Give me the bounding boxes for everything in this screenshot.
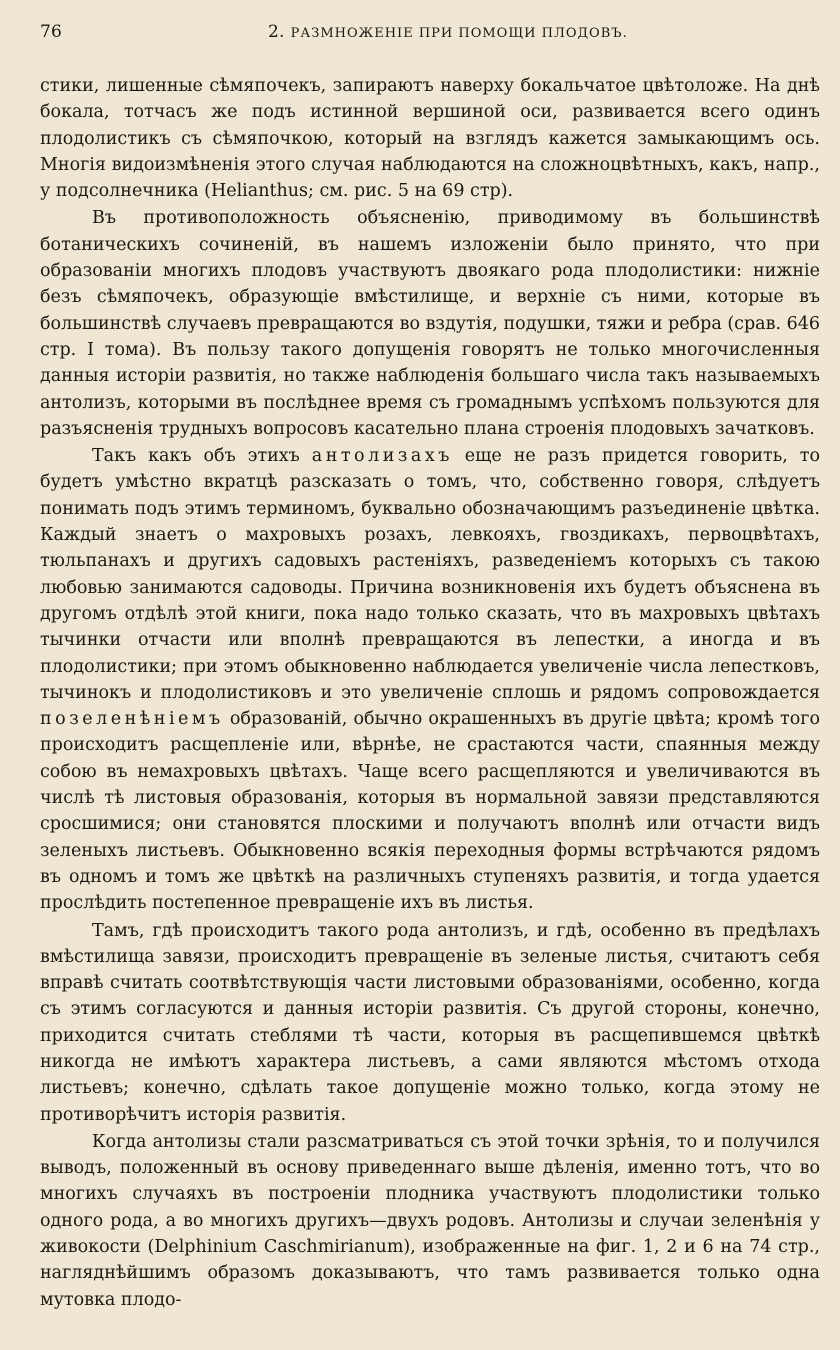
paragraph-3 (40, 443, 820, 916)
paragraph-5: Когда антолизы стали разсматриваться съ этой точки зрѣнія, то и получился выводъ, положенный въ основу приведеннаго выше дѣленія, именно тотъ, что во многихъ случаяхъ въ построеніи плодника участвуютъ плодолистики только одного рода, а во многихъ другихъ—двухъ родовъ. Антолизы и случаи зеленѣнія у живокости (Delphinium Caschmirianum), изображенные на фиг. 1, 2 и 6 на 74 стр., нагляднѣйшимъ образомъ доказываютъ, что тамъ развивается только одна мутовка плодо- (40, 1131, 820, 1310)
paragraph-3-part-a: Такъ какъ объ этихъ (92, 446, 300, 467)
page-number: 76 (40, 22, 63, 42)
page-header (40, 16, 804, 46)
term-pozelenenie: позеленѣніемъ (40, 709, 224, 730)
body-text (40, 73, 820, 1314)
chapter-number: 2. (268, 22, 285, 42)
chapter-title: РАЗМНОЖЕНІЕ ПРИ ПОМОЩИ ПЛОДОВЪ. (290, 26, 628, 41)
paragraph-3-part-e: образованій, обычно окрашенныхъ въ другіе цвѣта; кромѣ того происходитъ расщепленіе или, вѣрнѣе, не срастаются части, спаянныя между собою въ немахровыхъ цвѣтахъ. Чаще всего расщепляются и увеличиваются въ числѣ тѣ листовыя образованія, которыя въ нормальной завязи представляются сросшимися; они становятся плоскими и получаютъ вполнѣ или отчасти видъ зеленыхъ листьевъ. Обыкновенно всякія переходныя формы встрѣчаются рядомъ въ одномъ и томъ же цвѣткѣ на различныхъ ступеняхъ развитія, и тогда удается прослѣдить постепенное превращеніе ихъ въ листья. (40, 709, 820, 914)
paragraph-4: Тамъ, гдѣ происходитъ такого рода антолизъ, и гдѣ, особенно въ предѣлахъ вмѣстилища завязи, происходитъ превращеніе въ зеленые листья, считаютъ себя вправѣ считать соотвѣтствующія части листовыми образованіями, особенно, когда съ этимъ согласуются и данныя исторіи развитія. Съ другой стороны, конечно, приходится считать стеблями тѣ части, которыя въ расщепившемся цвѣткѣ никогда не имѣютъ характера листьевъ, а сами являются мѣстомъ отхода листьевъ; конечно, сдѣлать такое допущеніе можно только, когда этому не противорѣчитъ исторія развитія. (40, 920, 820, 1125)
term-antolizakh: антолизахъ (311, 446, 453, 467)
running-head (268, 22, 628, 42)
paragraph-2: Въ противоположность объясненію, приводимому въ большинствѣ ботаническихъ сочиненій, въ нашемъ изложеніи было принято, что при образованіи многихъ плодовъ участвуютъ двоякаго рода плодолистики: нижніе безъ сѣмяпочекъ, образующіе вмѣстилище, и верхніе съ ними, которые въ большинствѣ случаевъ превращаются во вздутія, подушки, тяжи и ребра (срав. 646 стр. I тома). Въ пользу такого допущенія говорятъ не только многочисленныя данныя исторіи развитія, но также наблюденія большаго числа такъ называемыхъ антолизъ, которыми въ послѣднее время съ громаднымъ успѣхомъ пользуются для разъясненія трудныхъ вопросовъ касательно плана строенія плодовыхъ зачатковъ. (40, 208, 820, 439)
paragraph-3-part-c: еще не разъ придется говорить, то будетъ умѣстно вкратцѣ разсказать о томъ, что, собственно говоря, слѣдуетъ понимать подъ этимъ терминомъ, буквально обозначающимъ разъединеніе цвѣтка. Каждый знаетъ о махровыхъ розахъ, левкояхъ, гвоздикахъ, первоцвѣтахъ, тюльпанахъ и другихъ садовыхъ растеніяхъ, разведеніемъ которыхъ съ такою любовью занимаются садоводы. Причина возникновенія ихъ будетъ объяснена въ другомъ отдѣлѣ этой книги, пока надо только сказать, что въ махровыхъ цвѣтахъ тычинки отчасти или вполнѣ превращаются въ лепестки, а иногда и въ плодолистики; при этомъ обыкновенно наблюдается увеличеніе числа лепестковъ, тычинокъ и плодолистиковъ и это увеличеніе сплошь и рядомъ сопровождается (40, 446, 820, 703)
paragraph-1: стики, лишенные сѣмяпочекъ, запираютъ наверху бокальчатое цвѣтоложе. На днѣ бокала, тотчасъ же подъ истинной вершиной оси, развивается всего одинъ плодолистикъ съ сѣмяпочкою, который на взглядъ кажется замыкающимъ ось. Многія видоизмѣненія этого случая наблюдаются на сложноцвѣтныхъ, какъ, напр., у подсолнечника (Helianthus; см. рис. 5 на 69 стр). (40, 76, 820, 202)
